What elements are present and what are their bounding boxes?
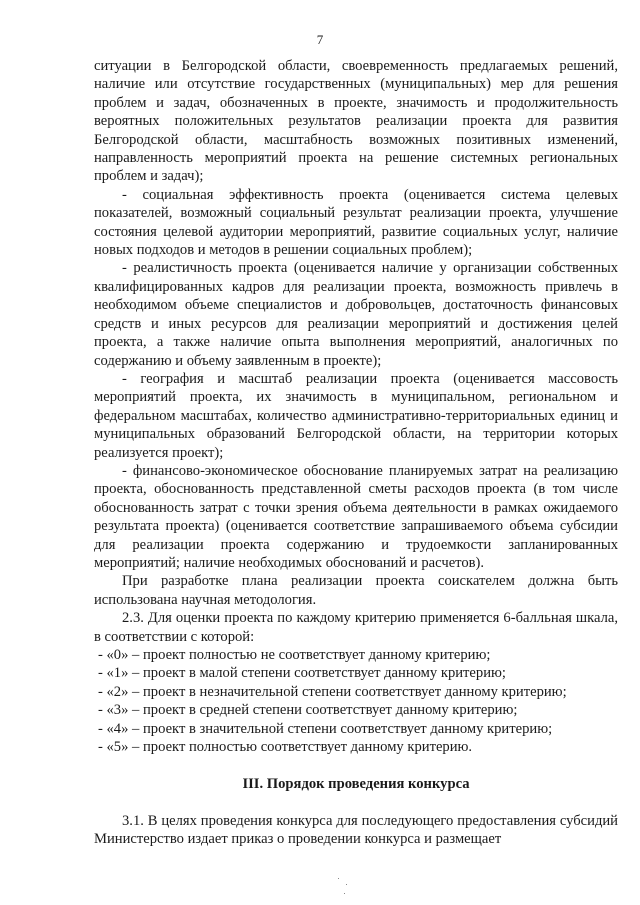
paragraph-section-3-1: 3.1. В целях проведения конкурса для последующего предоставления субсидий Министерство издает приказ о проведении конкурса и размещает: [94, 812, 618, 848]
scale-item-2: - «2» – проект в незначительной степени соответствует данному критерию;: [98, 683, 567, 700]
paragraph-social-efficiency: - социальная эффективность проекта (оценивается система целевых показателей, возможный социальный результат реализации проекта, улучшение состояния целевой аудитории мероприятий, развитие социальных услуг, наличие новых подходов и методов в решении социальных проблем);: [94, 186, 618, 259]
paragraph-geography: - география и масштаб реализации проекта (оценивается массовость мероприятий проекта, их значимость в муниципальном, региональном и федеральном масштабах, количество административно-территориальных единиц и муниципальных образований Белгородской области, на территории которых реализуется проект);: [94, 370, 618, 461]
page-number: 7: [316, 32, 324, 47]
scale-list: [94, 646, 618, 756]
paragraph-realism: - реалистичность проекта (оценивается наличие у организации собственных квалифицированных кадров для реализации проекта, возможность привлечь в необходимом объеме специалистов и добровольцев, достаточность финансовых средств и иных ресурсов для реализации мероприятий и достижения целей проекта, а также наличие опыта выполнения мероприятий, аналогичных по содержанию и объему заявленным в проекте);: [94, 260, 618, 369]
paragraph-continuation: ситуации в Белгородской области, своевременность предлагаемых решений, наличие или отсутствие государственных (муниципальных) мер для решения проблем и задач, обозначенных в проекте, значимость и продолжительность вероятных положительных результатов реализации проекта для развития Белгородской области, масштабность возможных позитивных изменений, направленность мероприятий проекта на решение системных региональных проблем и задач);: [94, 58, 618, 185]
scale-item-5: - «5» – проект полностью соответствует данному критерию.: [98, 739, 473, 756]
scan-speck: [338, 878, 339, 879]
scan-speck: [344, 893, 345, 894]
scale-item-3: - «3» – проект в средней степени соответствует данному критерию;: [98, 702, 518, 719]
scale-item-0: - «0» – проект полностью не соответствует данному критерию;: [98, 647, 491, 663]
scale-item-4: - «4» – проект в значительной степени соответствует данному критерию;: [98, 720, 553, 737]
scale-item-1: - «1» – проект в малой степени соответствует данному критерию;: [98, 665, 506, 682]
paragraph-methodology: При разработке плана реализации проекта соискателем должна быть использована научная методология.: [94, 573, 618, 608]
paragraph-financial: - финансово-экономическое обоснование планируемых затрат на реализацию проекта, обоснованность представленной сметы расходов проекта (в том числе обоснованность затрат с точки зрения объема деятельности в рамках ожидаемого результата проекта) (оценивается соответствие запрашиваемого объема субсидии для реализации проекта содержанию и трудоемкости запланированных мероприятий; наличие необходимых обоснований и расчетов).: [94, 462, 618, 571]
section-heading: III. Порядок проведения конкурса: [242, 776, 470, 793]
document-body: [94, 57, 618, 849]
scan-speck: [346, 884, 347, 885]
paragraph-scale-intro: 2.3. Для оценки проекта по каждому критерию применяется 6-балльная шкала, в соответствии с которой:: [94, 610, 618, 645]
